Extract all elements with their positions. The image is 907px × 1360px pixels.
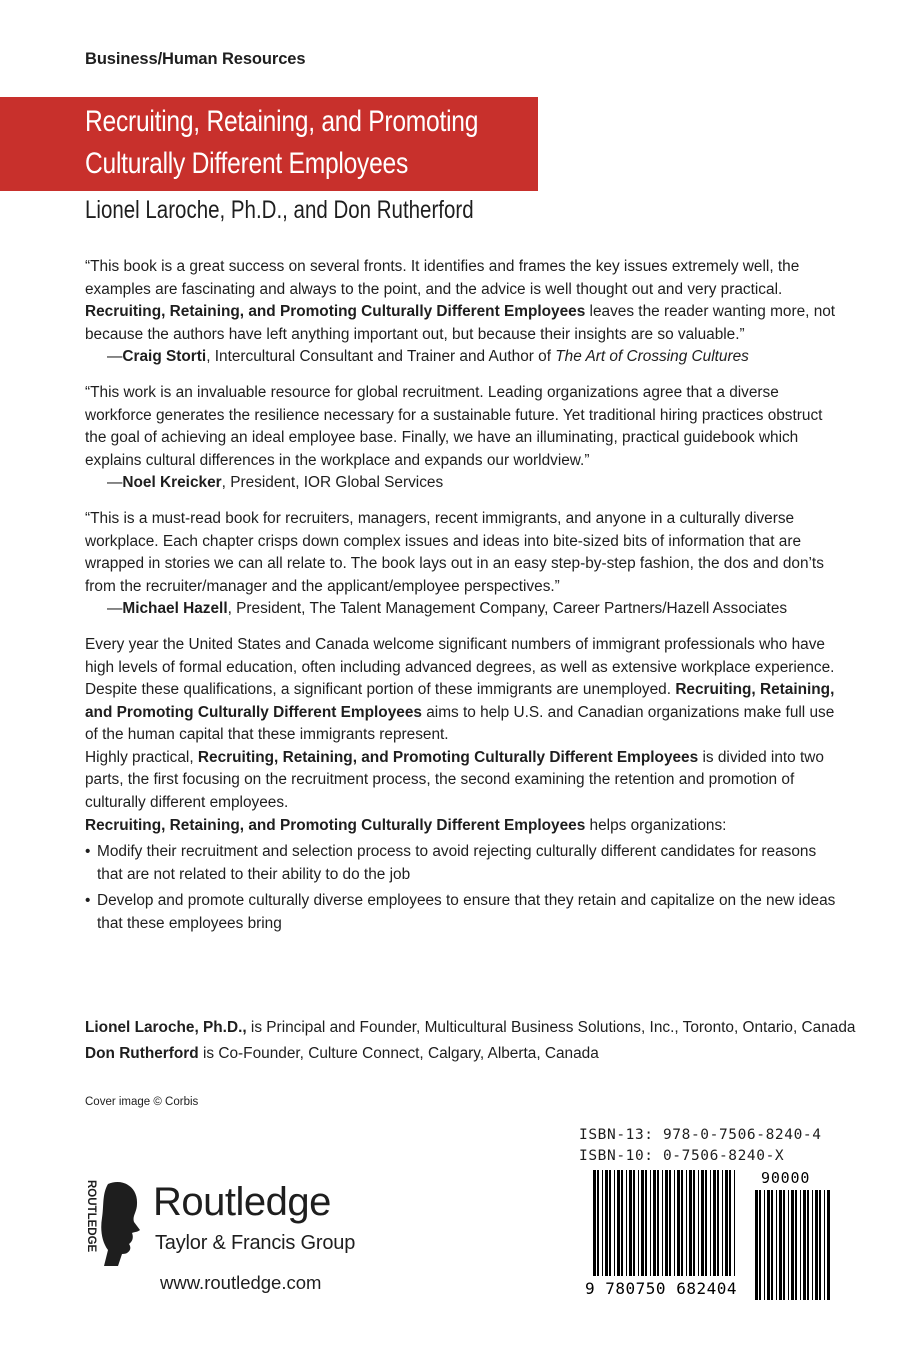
title-line-2: Culturally Different Employees [85,147,409,180]
barcode-price-digits: 90000 [761,1169,811,1187]
barcode-bar [824,1190,825,1300]
back-cover-copy [85,256,845,940]
description-paragraph-3: Recruiting, Retaining, and Promoting Culturally Different Employees helps organizations: [85,816,727,834]
authors-line: Lionel Laroche, Ph.D., and Don Rutherford [85,196,474,224]
barcode-bar [812,1190,813,1300]
isbn-10: ISBN-10: 0-7506-8240-X [579,1148,785,1164]
endorsement-attribution: —Michael Hazell, President, The Talent Management Company, Career Partners/Hazell Associates [107,600,788,618]
barcode-bar [807,1190,809,1300]
publisher-name: Routledge [153,1180,331,1224]
endorsement-text: “This work is an invaluable resource for global recruitment. Leading organizations agree that a diverse workforce generates the resilience necessary for a sustainable future. Yet traditional hiring practices obstruct the goal of achieving an ideal employee base. Finally, we have an illuminating, practical guidebook which explains cultural differences in the workplace and expands our worldview.” [85,383,823,469]
benefits-list [85,841,845,935]
list-item: • Modify their recruitment and selection process to avoid rejecting culturally different candidates for reasons that are not related to their ability to do the job [85,841,845,886]
list-item: • Develop and promote culturally diverse employees to ensure that they retain and capitalize on the new ideas that these employees bring [85,890,845,935]
barcode-ean-digits: 9 780750 682404 [585,1279,737,1298]
barcode-bar [783,1190,785,1300]
barcode-bar [788,1190,789,1300]
author-bio-rutherford: Don Rutherford is Co-Founder, Culture Connect, Calgary, Alberta, Canada [85,1045,599,1062]
barcode-bar [771,1190,773,1300]
endorsement-1 [85,256,845,369]
endorsement-text: “This book is a great success on several fronts. It identifies and frames the key issues extremely well, the examples are fascinating and always to the point, and the advice is well thought out and very practical. Recruiting, Retaining, and Promoting Culturally Different Employees leaves the reader wanting more, not because the authors have left anything important out, but because their insights are so valuable.” [85,258,836,343]
author-bios [85,1015,875,1067]
barcode-bar [776,1190,777,1300]
barcode-bar [819,1190,821,1300]
book-title-inline: Recruiting, Retaining, and Promoting Culturally Different Employees [85,303,586,321]
head-silhouette-icon [101,1182,140,1266]
logo-vertical-wordmark: ROUTLEDGE [85,1180,97,1253]
endorsement-3 [85,508,845,621]
barcode-bar [803,1190,806,1300]
barcode-bar [759,1190,761,1300]
title-line-1: Recruiting, Retaining, and Promoting [85,105,479,138]
barcode-bar [764,1190,765,1300]
isbn-13: ISBN-13: 978-0-7506-8240-4 [579,1127,822,1143]
barcode-bar [755,1190,758,1300]
barcode-bar [815,1190,818,1300]
author-bio-laroche: Lionel Laroche, Ph.D., is Principal and Founder, Multicultural Business Solutions, Inc., Toronto, Ontario, Canada [85,1019,856,1036]
cover-credit: Cover image © Corbis [85,1096,199,1108]
title-band [0,97,538,191]
barcode-bar [791,1190,794,1300]
category-label: Business/Human Resources [85,50,306,68]
barcode-bar [779,1190,782,1300]
description-paragraph-2: Highly practical, Recruiting, Retaining, and Promoting Culturally Different Employees is divided into two parts, the first focusing on the recruitment process, the second examining the retention and promotion of culturally different employees. [85,748,824,812]
publisher-group: Taylor & Francis Group [155,1232,356,1254]
endorsement-2 [85,382,845,495]
barcode [583,1168,833,1300]
routledge-logo-icon [82,1178,142,1268]
endorsement-attribution: —Noel Kreicker, President, IOR Global Services [107,474,444,492]
description-paragraph-1: Every year the United States and Canada welcome significant numbers of immigrant professionals who have high levels of formal education, often including advanced degrees, as well as extensive workplace experience. Despite these qualifications, a significant portion of these immigrants are unemployed. Recruiting, Retaining, and Promoting Culturally Different Employees aims to help U.S. and Canadian organizations make full use of the human capital that these immigrants represent. [85,635,835,744]
barcode-bar [800,1190,801,1300]
barcode-bar [827,1190,830,1300]
publisher-url: www.routledge.com [160,1272,322,1293]
endorsement-attribution: —Craig Storti, Intercultural Consultant and Trainer and Author of The Art of Crossing Cultures [107,348,749,366]
barcode-bar [767,1190,770,1300]
barcode-bar [795,1190,797,1300]
barcode-addon-bars [755,1190,830,1300]
endorsement-text: “This is a must-read book for recruiters, managers, recent immigrants, and anyone in a culturally diverse workplace. Each chapter crisps down complex issues and ideas into bite-sized bits of information that are wrapped in stories we can all relate to. The book lays out in an easy step-by-step fashion, the dos and don’ts from the recruiter/manager and the applicant/employee perspectives.” [85,509,824,595]
